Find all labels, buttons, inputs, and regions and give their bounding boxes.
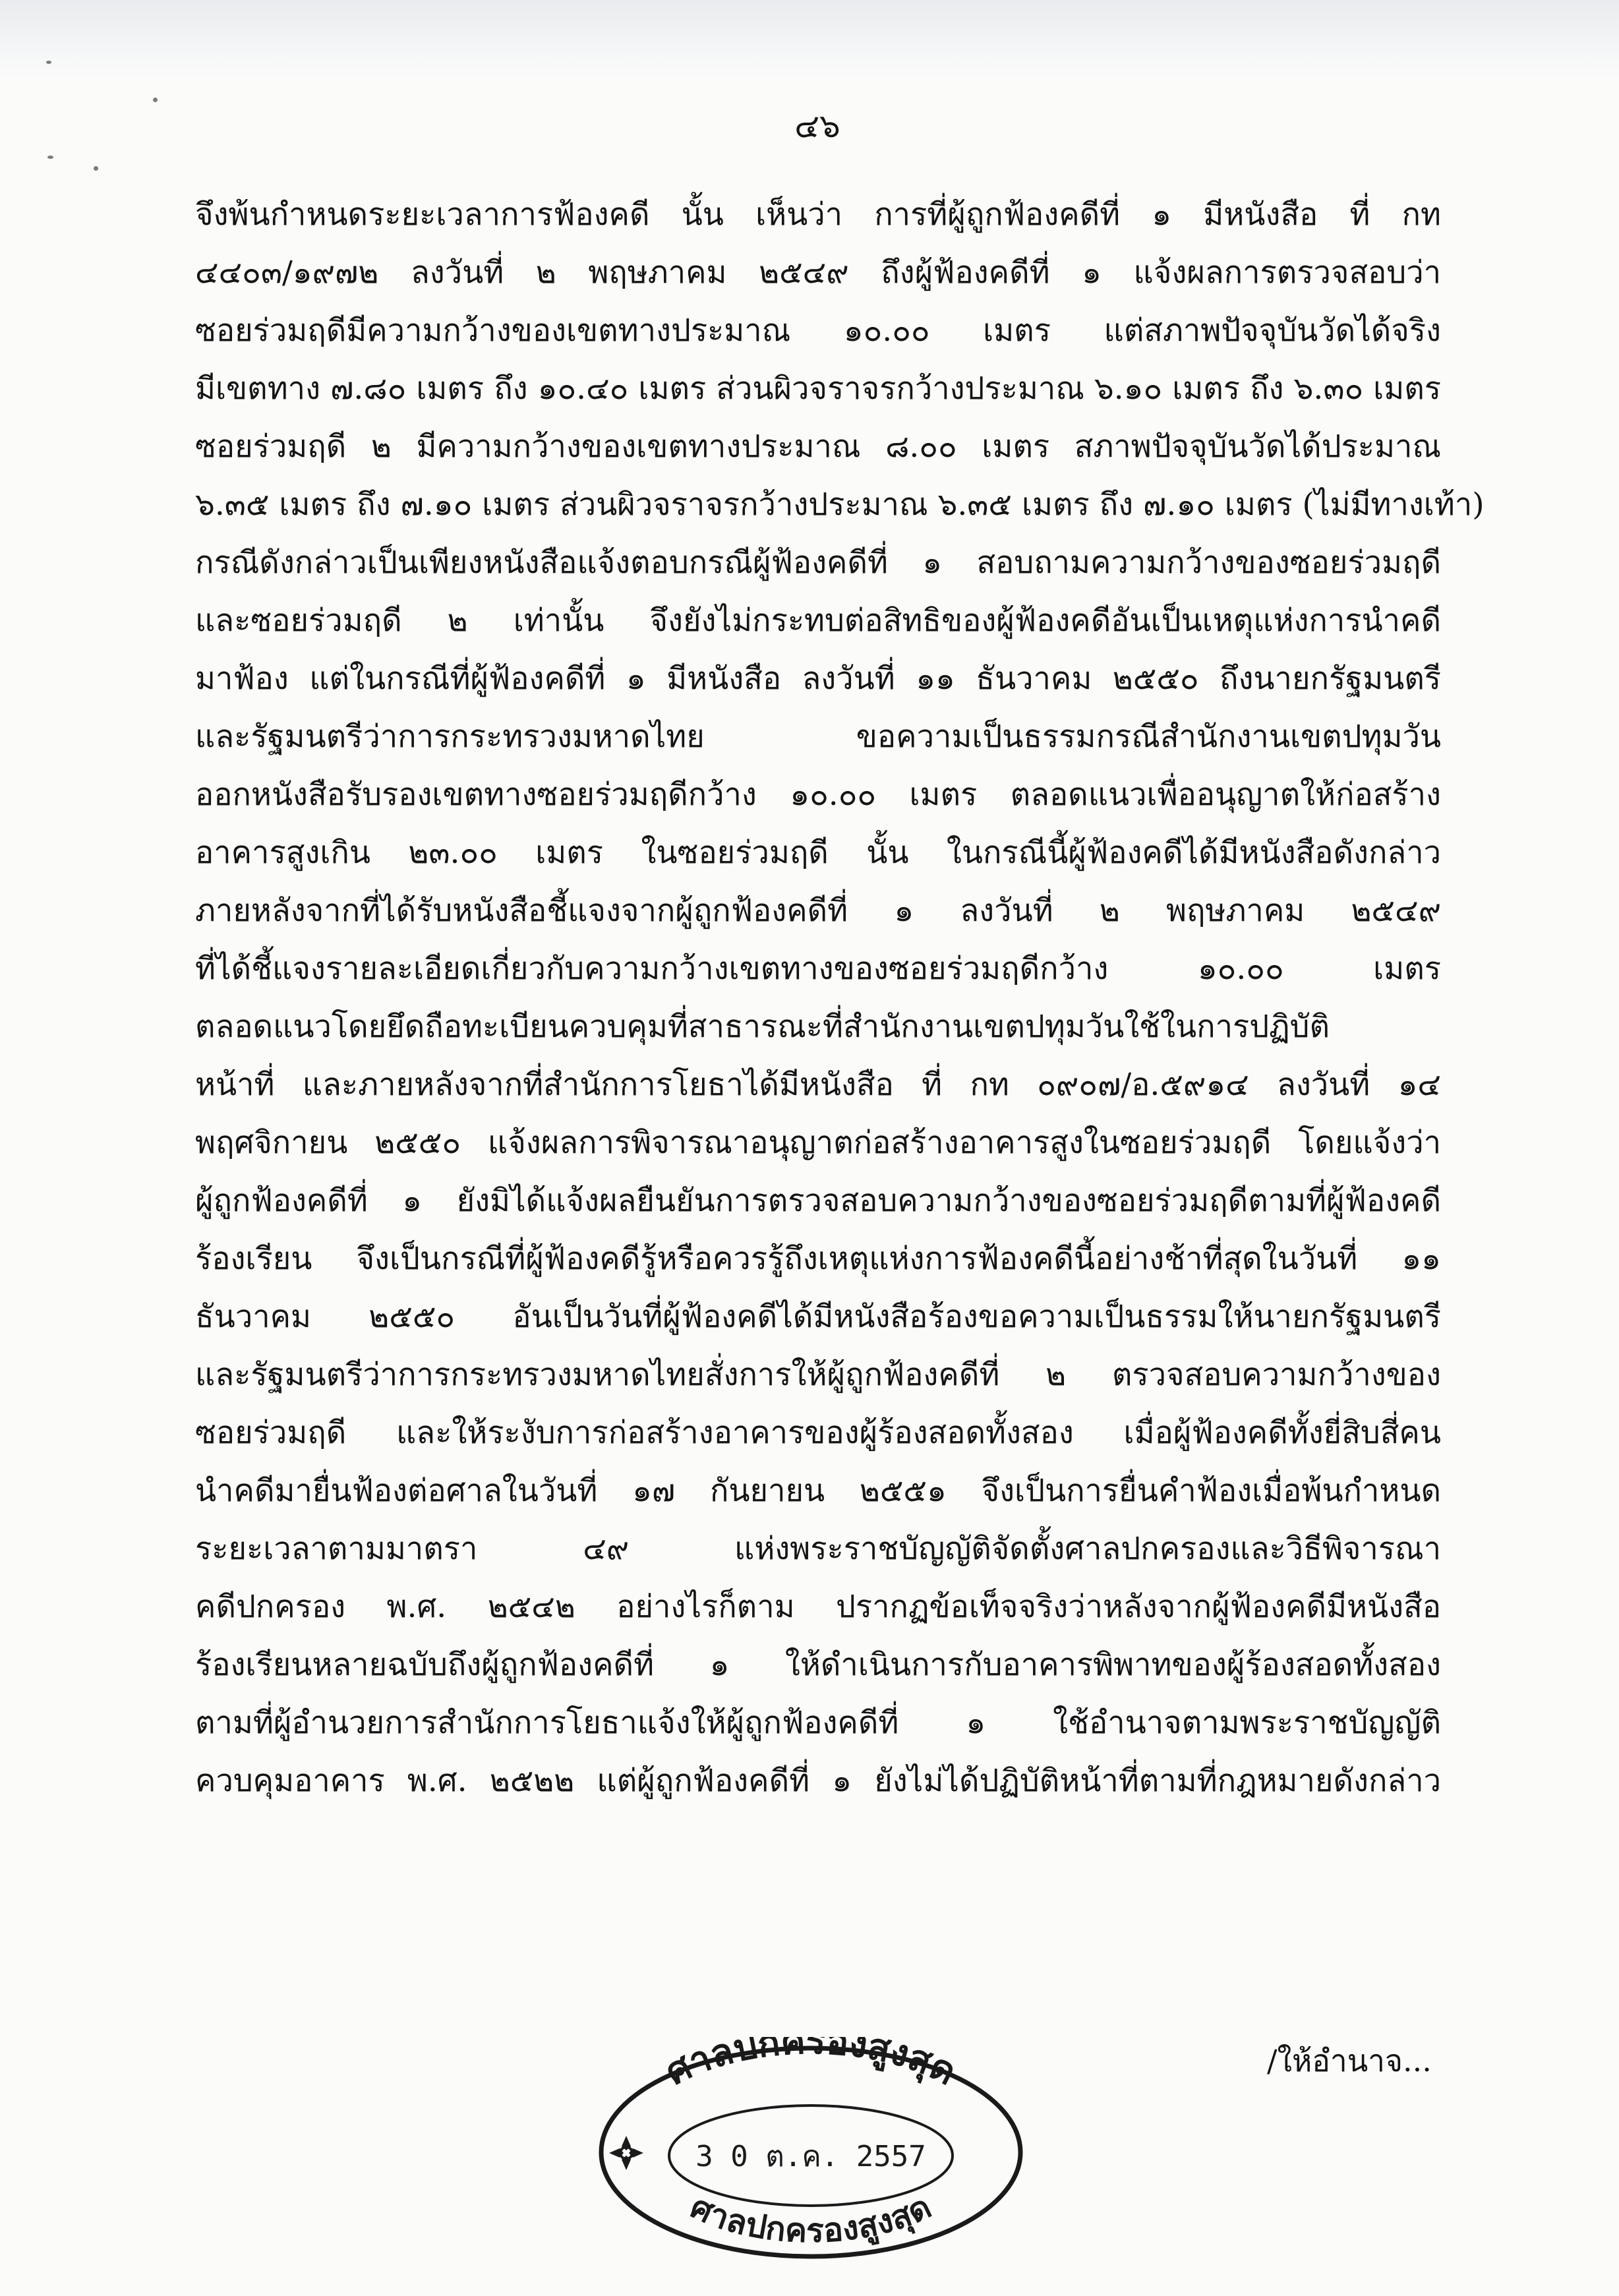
text-line: มีเขตทาง ๗.๘๐ เมตร ถึง ๑๐.๔๐ เมตร ส่วนผิวจราจรกว้างประมาณ ๖.๑๐ เมตร ถึง ๖.๓๐ เมตร [195, 370, 1441, 407]
text-line: ร้องเรียนหลายฉบับถึงผู้ถูกฟ้องคดีที่ ๑ ให้ดำเนินการกับอาคารพิพาทของผู้ร้องสอดทั้งสอง [195, 1647, 1441, 1683]
text-line: จึงพ้นกำหนดระยะเวลาการฟ้องคดี นั้น เห็นว่า การที่ผู้ถูกฟ้องคดีที่ ๑ มีหนังสือ ที่ กท [195, 196, 1441, 233]
text-line: พฤศจิกายน ๒๕๕๐ แจ้งผลการพิจารณาอนุญาตก่อสร้างอาคารสูงในซอยร่วมฤดี โดยแจ้งว่า [195, 1125, 1441, 1161]
seal-top-text: ศาลปกครองสูงสุด [659, 2037, 963, 2094]
text-line: และซอยร่วมฤดี ๒ เท่านั้น จึงยังไม่กระทบต่อสิทธิของผู้ฟ้องคดีอันเป็นเหตุแห่งการนำคดี [195, 603, 1441, 639]
text-line: คดีปกครอง พ.ศ. ๒๕๔๒ อย่างไรก็ตาม ปรากฏข้อเท็จจริงว่าหลังจากผู้ฟ้องคดีมีหนังสือ [195, 1589, 1441, 1625]
text-line: ๔๔๐๓/๑๙๗๒ ลงวันที่ ๒ พฤษภาคม ๒๕๔๙ ถึงผู้ฟ้องคดีที่ ๑ แจ้งผลการตรวจสอบว่า [195, 254, 1441, 291]
text-line: ซอยร่วมฤดี และให้ระงับการก่อสร้างอาคารของผู้ร้องสอดทั้งสอง เมื่อผู้ฟ้องคดีทั้งยี่สิบสี่คน [195, 1415, 1441, 1451]
body-paragraph [195, 186, 1485, 1810]
text-line: หน้าที่ และภายหลังจากที่สำนักการโยธาได้มีหนังสือ ที่ กท ๐๙๐๗/อ.๕๙๑๔ ลงวันที่ ๑๔ [195, 1067, 1441, 1103]
page-number: ๔๖ [794, 107, 840, 145]
text-line: ผู้ถูกฟ้องคดีที่ ๑ ยังมิได้แจ้งผลยืนยันการตรวจสอบความกว้างของซอยร่วมฤดีตามที่ผู้ฟ้องคดี [195, 1183, 1441, 1219]
text-line: ตามที่ผู้อำนวยการสำนักการโยธาแจ้งให้ผู้ถูกฟ้องคดีที่ ๑ ใช้อำนาจตามพระราชบัญญัติ [195, 1705, 1441, 1741]
continuation-note: /ให้อำนาจ... [1267, 2043, 1432, 2078]
scan-speck [47, 156, 53, 159]
scan-speck [94, 166, 98, 171]
text-line: มาฟ้อง แต่ในกรณีที่ผู้ฟ้องคดีที่ ๑ มีหนังสือ ลงวันที่ ๑๑ ธันวาคม ๒๕๕๐ ถึงนายกรัฐมนตรี [195, 661, 1441, 697]
text-line: ซอยร่วมฤดี ๒ มีความกว้างของเขตทางประมาณ ๘.๐๐ เมตร สภาพปัจจุบันวัดได้ประมาณ [195, 428, 1441, 465]
text-line: ตลอดแนวโดยยึดถือทะเบียนควบคุมที่สาธารณะที่สำนักงานเขตปทุมวันใช้ในการปฏิบัติ [195, 1009, 1330, 1045]
text-line: ธันวาคม ๒๕๕๐ อันเป็นวันที่ผู้ฟ้องคดีได้มีหนังสือร้องขอความเป็นธรรมให้นายกรัฐมนตรี [195, 1299, 1441, 1335]
seal-date: 3 0 ต.ค. 2557 [695, 2140, 926, 2173]
text-line: ที่ได้ชี้แจงรายละเอียดเกี่ยวกับความกว้างเขตทางของซอยร่วมฤดีกว้าง ๑๐.๐๐ เมตร [195, 951, 1441, 987]
scan-speck [153, 98, 158, 102]
text-line: กรณีดังกล่าวเป็นเพียงหนังสือแจ้งตอบกรณีผู้ฟ้องคดีที่ ๑ สอบถามความกว้างของซอยร่วมฤดี [195, 545, 1441, 581]
text-line: และรัฐมนตรีว่าการกระทรวงมหาดไทยสั่งการให้ผู้ถูกฟ้องคดีที่ ๒ ตรวจสอบความกว้างของ [195, 1357, 1441, 1393]
text-line: ควบคุมอาคาร พ.ศ. ๒๕๒๒ แต่ผู้ถูกฟ้องคดีที่ ๑ ยังไม่ได้ปฏิบัติหน้าที่ตามที่กฎหมายดังกล่าว [195, 1763, 1441, 1799]
scan-speck [46, 61, 51, 64]
text-line: ระยะเวลาตามมาตรา ๔๙ แห่งพระราชบัญญัติจัดตั้งศาลปกครองและวิธีพิจารณา [195, 1531, 1441, 1567]
flower-ornament-icon [609, 2136, 643, 2170]
court-seal [580, 2037, 1042, 2261]
text-line: ซอยร่วมฤดีมีความกว้างของเขตทางประมาณ ๑๐.๐๐ เมตร แต่สภาพปัจจุบันวัดได้จริง [195, 312, 1441, 349]
text-line: ๖.๓๕ เมตร ถึง ๗.๑๐ เมตร ส่วนผิวจราจรกว้างประมาณ ๖.๓๕ เมตร ถึง ๗.๑๐ เมตร (ไม่มีทางเท้า) [195, 486, 1485, 523]
text-line: ภายหลังจากที่ได้รับหนังสือชี้แจงจากผู้ถูกฟ้องคดีที่ ๑ ลงวันที่ ๒ พฤษภาคม ๒๕๔๙ [195, 893, 1441, 929]
text-line: ร้องเรียน จึงเป็นกรณีที่ผู้ฟ้องคดีรู้หรือควรรู้ถึงเหตุแห่งการฟ้องคดีนี้อย่างช้าที่สุดในวันที่ ๑๑ [195, 1241, 1441, 1277]
seal-bottom-text: ศาลปกครองสูงสุด [684, 2187, 937, 2251]
text-line: และรัฐมนตรีว่าการกระทรวงมหาดไทย ขอความเป็นธรรมกรณีสำนักงานเขตปทุมวัน [195, 719, 1441, 755]
scan-shadow [0, 0, 1619, 79]
text-line: ออกหนังสือรับรองเขตทางซอยร่วมฤดีกว้าง ๑๐.๐๐ เมตร ตลอดแนวเพื่ออนุญาตให้ก่อสร้าง [195, 777, 1441, 813]
text-line: อาคารสูงเกิน ๒๓.๐๐ เมตร ในซอยร่วมฤดี นั้น ในกรณีนี้ผู้ฟ้องคดีได้มีหนังสือดังกล่าว [195, 835, 1441, 871]
text-line: นำคดีมายื่นฟ้องต่อศาลในวันที่ ๑๗ กันยายน ๒๕๕๑ จึงเป็นการยื่นคำฟ้องเมื่อพ้นกำหนด [195, 1473, 1441, 1509]
